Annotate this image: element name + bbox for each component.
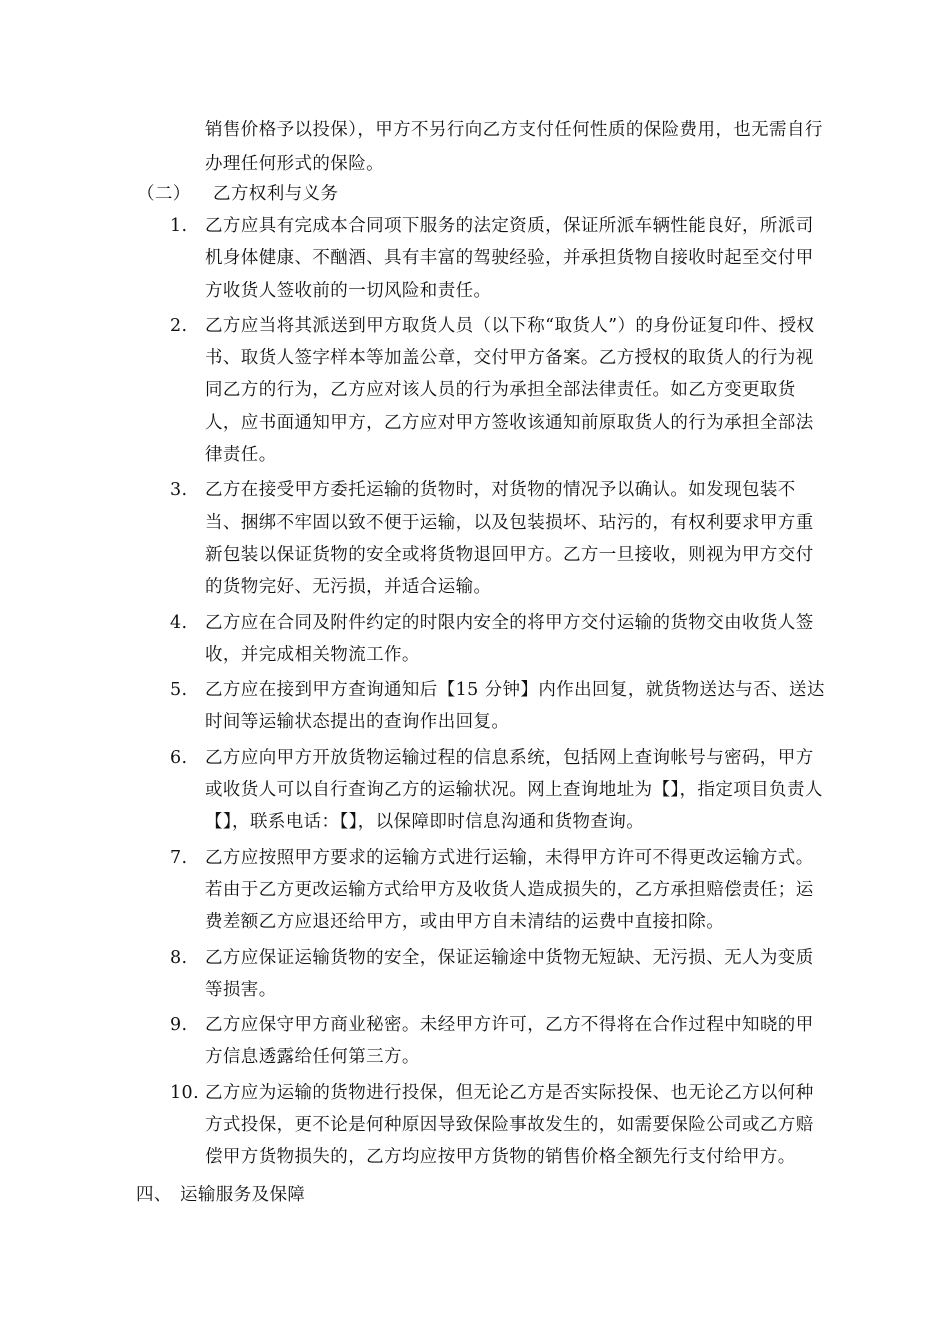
list-item-text: 乙方应在合同及附件约定的时限内安全的将甲方交付运输的货物交由收货人签收，并完成相关物流工作。 bbox=[205, 612, 814, 665]
list-item bbox=[0, 1077, 950, 1174]
subsection-number: （二） bbox=[137, 184, 191, 204]
list-item-number: 7. bbox=[170, 847, 188, 868]
list-item-number: 4. bbox=[170, 612, 188, 633]
subsection-title: 乙方权利与义务 bbox=[213, 184, 339, 204]
list-item-text: 乙方应向甲方开放货物运输过程的信息系统，包括网上查询帐号与密码，甲方或收货人可以自行查询乙方的运输状况。网上查询地址为【】，指定项目负责人【】，联系电话：【】，以保障即时信息沟通和货物查询。 bbox=[205, 747, 823, 833]
list-item bbox=[0, 842, 950, 939]
list-item-text: 乙方应按照甲方要求的运输方式进行运输，未得甲方许可不得更改运输方式。若由于乙方更改运输方式给甲方及收货人造成损失的，乙方承担赔偿责任；运费差额乙方应退还给甲方，或由甲方自未清结的运费中直接扣除。 bbox=[205, 847, 814, 933]
list-item-text: 乙方应具有完成本合同项下服务的法定资质，保证所派车辆性能良好，所派司机身体健康、不酗酒、具有丰富的驾驶经验，并承担货物自接收时起至交付甲方收货人签收前的一切风险和责任。 bbox=[205, 216, 814, 301]
section-title: 运输服务及保障 bbox=[180, 1185, 306, 1205]
list-item-text: 乙方应在接到甲方查询通知后【15 分钟】内作出回复，就货物送达与否、送达时间等运输状态提出的查询作出回复。 bbox=[205, 680, 825, 733]
list-item bbox=[0, 1009, 950, 1074]
continuation-paragraph: 销售价格予以投保），甲方不另行向乙方支付任何性质的保险费用，也无需自行办理任何形式的保险。 bbox=[205, 120, 823, 174]
section-heading bbox=[136, 1178, 305, 1212]
list-item-number: 2. bbox=[170, 315, 188, 336]
list-item-number: 5. bbox=[170, 680, 188, 701]
list-item bbox=[0, 310, 950, 471]
obligation-list bbox=[0, 210, 950, 1177]
list-item bbox=[0, 942, 950, 1007]
section-number: 四、 bbox=[136, 1185, 172, 1205]
list-item bbox=[0, 742, 950, 839]
list-item-text: 乙方应保守甲方商业秘密。未经甲方许可，乙方不得将在合作过程中知晓的甲方信息透露给任何第三方。 bbox=[205, 1015, 814, 1068]
list-item-number: 6. bbox=[170, 747, 188, 768]
list-item-number: 8. bbox=[170, 947, 188, 968]
list-item bbox=[0, 210, 950, 307]
list-item bbox=[0, 474, 950, 603]
list-item-text: 乙方在接受甲方委托运输的货物时，对货物的情况予以确认。如发现包装不当、捆绑不牢固以致不便于运输，以及包装损坏、玷污的，有权利要求甲方重新包装以保证货物的安全或将货物退回甲方。乙方一旦接收，则视为甲方交付的货物完好、无污损，并适合运输。 bbox=[205, 480, 814, 598]
list-item-text: 乙方应保证运输货物的安全，保证运输途中货物无短缺、无污损、无人为变质等损害。 bbox=[205, 947, 814, 1000]
list-item bbox=[0, 674, 950, 739]
list-item-number: 10. bbox=[170, 1082, 200, 1103]
subsection-heading bbox=[137, 177, 338, 211]
list-item-text: 乙方应为运输的货物进行投保，但无论乙方是否实际投保、也无论乙方以何种方式投保，更不论是何种原因导致保险事故发生的，如需要保险公司或乙方赔偿甲方货物损失的，乙方均应按甲方货物的销售价格全额先行支付给甲方。 bbox=[205, 1082, 814, 1168]
list-item-number: 3. bbox=[170, 480, 188, 501]
list-item-number: 9. bbox=[170, 1015, 188, 1036]
list-item-text: 乙方应当将其派送到甲方取货人员（以下称“取货人”）的身份证复印件、授权书、取货人签字样本等加盖公章，交付甲方备案。乙方授权的取货人的行为视同乙方的行为，乙方应对该人员的行为承担全部法律责任。如乙方变更取货人，应书面通知甲方，乙方应对甲方签收该通知前原取货人的行为承担全部法律责任。 bbox=[205, 315, 815, 466]
list-item bbox=[0, 607, 950, 672]
list-item-number: 1. bbox=[170, 216, 188, 236]
